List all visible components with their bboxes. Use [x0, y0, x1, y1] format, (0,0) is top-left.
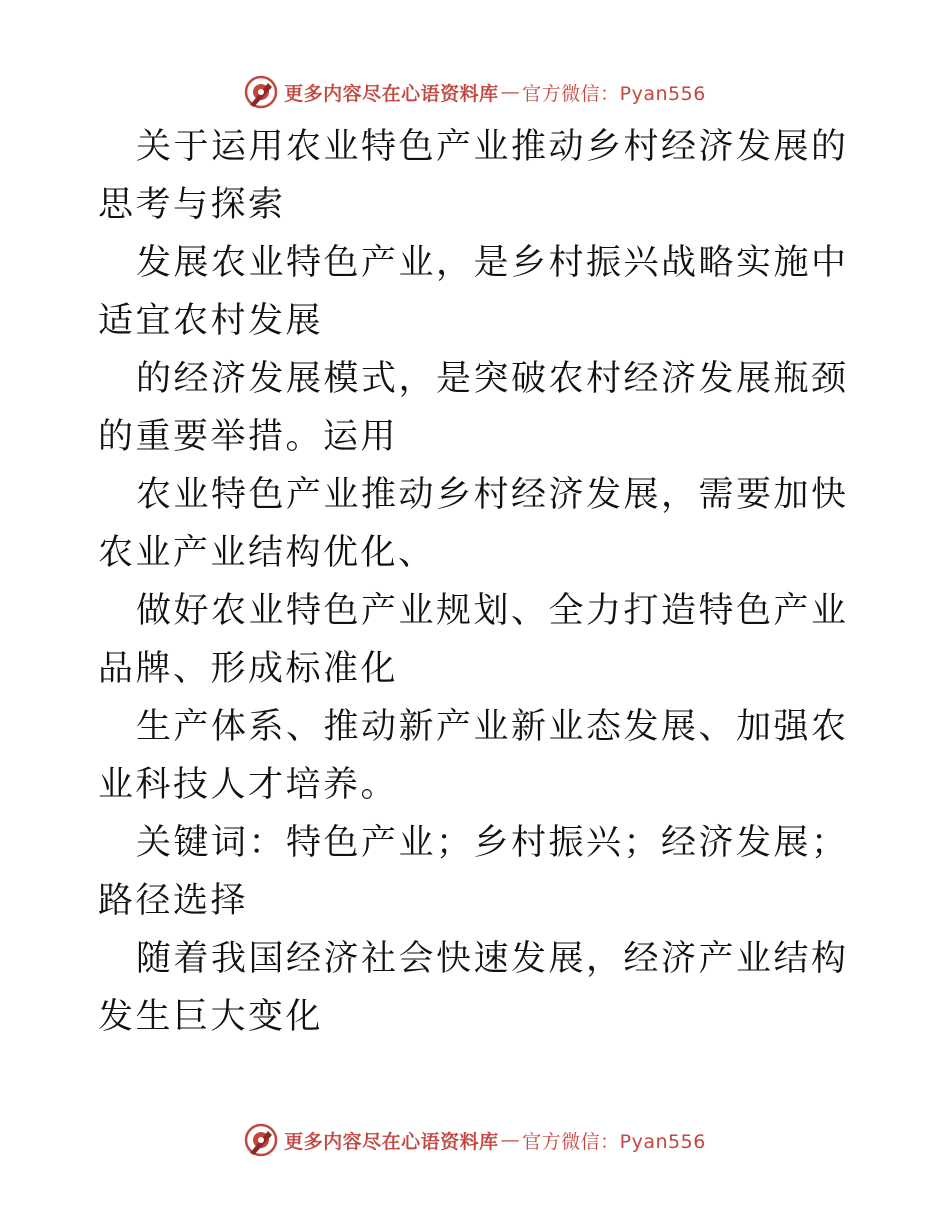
banner-separator: —	[500, 81, 521, 103]
banner-wechat: 官方微信：Pyan556	[522, 82, 706, 105]
doc-paragraph: 的经济发展模式，是突破农村经济发展瓶颈的重要举措。运用	[98, 359, 849, 457]
banner-wechat: 官方微信：Pyan556	[522, 1130, 706, 1153]
footer-banner	[0, 1120, 950, 1160]
banner-slogan: 更多内容尽在心语资料库	[284, 1130, 499, 1153]
doc-paragraph: 生产体系、推动新产业新业态发展、加强农业科技人才培养。	[98, 707, 849, 805]
document-body	[98, 118, 858, 1046]
pen-logo-icon	[244, 75, 278, 109]
doc-keywords: 关键词：特色产业；乡村振兴；经济发展；路径选择	[98, 823, 849, 921]
doc-paragraph: 农业特色产业推动乡村经济发展，需要加快农业产业结构优化、	[98, 475, 849, 573]
doc-paragraph: 做好农业特色产业规划、全力打造特色产业品牌、形成标准化	[98, 591, 849, 689]
header-banner	[0, 72, 950, 112]
banner-slogan: 更多内容尽在心语资料库	[284, 82, 499, 105]
doc-paragraph: 随着我国经济社会快速发展，经济产业结构发生巨大变化	[98, 939, 849, 1037]
pen-logo-icon	[244, 1123, 278, 1157]
doc-title: 关于运用农业特色产业推动乡村经济发展的思考与探索	[98, 127, 849, 225]
banner-separator: —	[500, 1129, 521, 1151]
doc-paragraph: 发展农业特色产业，是乡村振兴战略实施中适宜农村发展	[98, 243, 849, 341]
